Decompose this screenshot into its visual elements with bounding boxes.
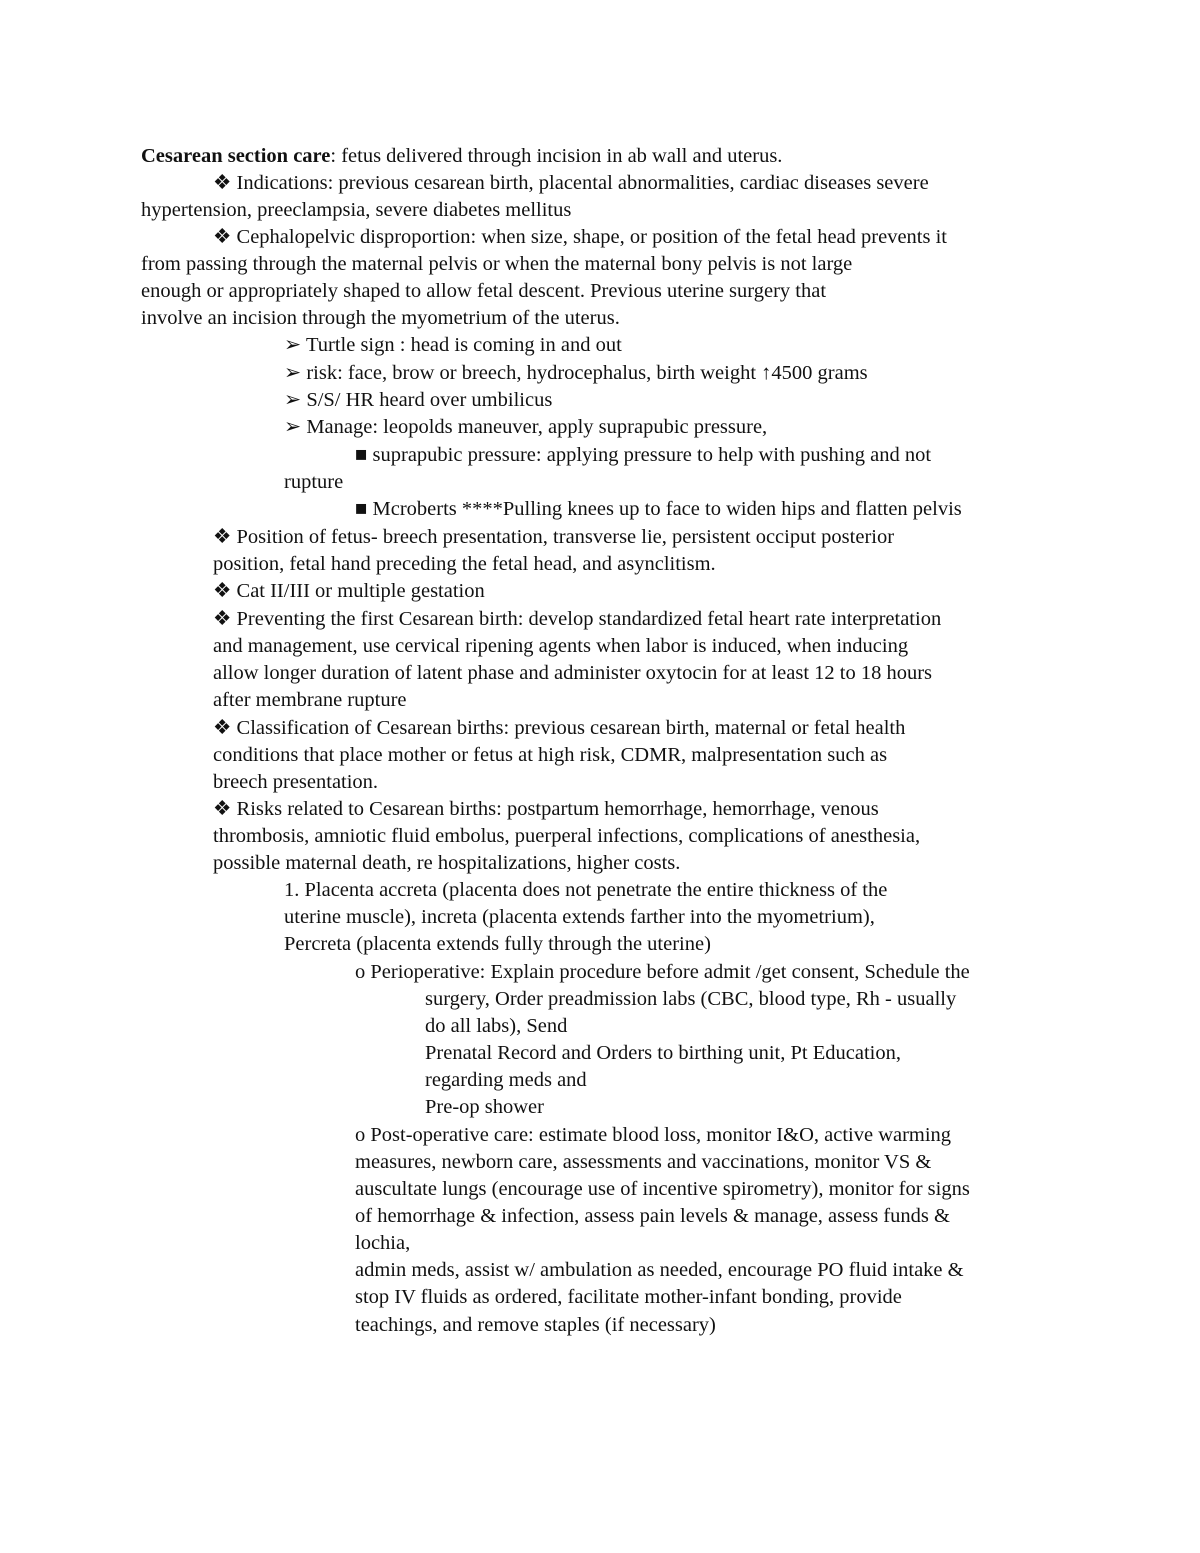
cat-line-1: Cat II/III or multiple gestation	[236, 580, 485, 602]
postoperative-line-4: of hemorrhage & infection, assess pain levels & manage, assess funds &	[355, 1205, 950, 1227]
square-bullet-icon: ■	[355, 444, 368, 466]
risks-item	[213, 796, 879, 822]
classification-item	[213, 715, 905, 741]
signs-symptoms-item	[284, 387, 552, 413]
placenta-line-1: 1. Placenta accreta (placenta does not penetrate the entire thickness of the	[284, 879, 888, 901]
risk-item	[284, 360, 868, 386]
suprapubic-item	[355, 442, 931, 468]
position-line-2: position, fetal hand preceding the fetal head, and asynclitism.	[213, 553, 716, 575]
title-definition: : fetus delivered through incision in ab wall and uterus.	[330, 145, 783, 167]
perioperative-line-5: regarding meds and	[425, 1069, 587, 1091]
perioperative-line-2: surgery, Order preadmission labs (CBC, blood type, Rh - usually	[425, 988, 957, 1010]
arrow-bullet-icon: ➢	[284, 416, 302, 438]
postoperative-line-1: o Post-operative care: estimate blood loss, monitor I&O, active warming	[355, 1124, 952, 1146]
risks-line-1: Risks related to Cesarean births: postpartum hemorrhage, hemorrhage, venous	[236, 798, 879, 820]
postoperative-line-2: measures, newborn care, assessments and vaccinations, monitor VS &	[355, 1151, 932, 1173]
manage-text: Manage: leopolds maneuver, apply suprapubic pressure,	[306, 416, 768, 438]
perioperative-line-3: do all labs), Send	[425, 1015, 568, 1037]
cpd-line-3: enough or appropriately shaped to allow fetal descent. Previous uterine surgery that	[141, 280, 827, 302]
suprapubic-line-2: rupture	[284, 471, 344, 493]
classification-line-2: conditions that place mother or fetus at high risk, CDMR, malpresentation such as	[213, 744, 888, 766]
cpd-line-2: from passing through the maternal pelvis or when the maternal bony pelvis is not large	[141, 253, 853, 275]
preventing-line-1: Preventing the first Cesarean birth: develop standardized fetal heart rate interpretation	[236, 608, 942, 630]
mcroberts-item	[355, 496, 962, 522]
preventing-item	[213, 606, 941, 632]
arrow-bullet-icon: ➢	[284, 334, 302, 356]
perioperative-line-6: Pre-op shower	[425, 1096, 544, 1118]
title-term: Cesarean section care	[141, 145, 331, 167]
perioperative-line-4: Prenatal Record and Orders to birthing unit, Pt Education,	[425, 1042, 901, 1064]
postoperative-line-5: lochia,	[355, 1232, 411, 1254]
mcroberts-text: Mcroberts ****Pulling knees up to face to widen hips and flatten pelvis	[372, 498, 962, 520]
diamond-bullet-icon: ❖	[213, 580, 232, 602]
diamond-bullet-icon: ❖	[213, 717, 232, 739]
position-line-1: Position of fetus- breech presentation, transverse lie, persistent occiput posterior	[236, 526, 895, 548]
document-title-line	[141, 143, 782, 169]
manage-item	[284, 414, 767, 440]
risks-line-3: possible maternal death, re hospitalizations, higher costs.	[213, 852, 681, 874]
turtle-sign-text: Turtle sign : head is coming in and out	[305, 334, 622, 356]
preventing-line-3: allow longer duration of latent phase and administer oxytocin for at least 12 to 18 hours	[213, 662, 933, 684]
cpd-line-4: involve an incision through the myometrium of the uterus.	[141, 307, 620, 329]
cat-item	[213, 578, 485, 604]
postoperative-line-7: stop IV fluids as ordered, facilitate mother-infant bonding, provide	[355, 1286, 902, 1308]
position-item	[213, 524, 894, 550]
signs-symptoms-text: S/S/ HR heard over umbilicus	[306, 389, 553, 411]
diamond-bullet-icon: ❖	[213, 526, 232, 548]
indications-item	[213, 170, 929, 196]
preventing-line-4: after membrane rupture	[213, 689, 407, 711]
classification-line-1: Classification of Cesarean births: previous cesarean birth, maternal or fetal health	[236, 717, 906, 739]
preventing-line-2: and management, use cervical ripening agents when labor is induced, when inducing	[213, 635, 909, 657]
postoperative-line-3: auscultate lungs (encourage use of incentive spirometry), monitor for signs	[355, 1178, 970, 1200]
diamond-bullet-icon: ❖	[213, 608, 232, 630]
placenta-line-2: uterine muscle), increta (placenta extends farther into the myometrium),	[284, 906, 875, 928]
perioperative-line-1: o Perioperative: Explain procedure before admit /get consent, Schedule the	[355, 961, 970, 983]
arrow-bullet-icon: ➢	[284, 389, 302, 411]
cpd-line-1: Cephalopelvic disproportion: when size, shape, or position of the fetal head prevents it	[236, 226, 947, 248]
postoperative-line-8: teachings, and remove staples (if necessary)	[355, 1314, 716, 1336]
classification-line-3: breech presentation.	[213, 771, 379, 793]
placenta-line-3: Percreta (placenta extends fully through the uterine)	[284, 933, 711, 955]
arrow-bullet-icon: ➢	[284, 362, 302, 384]
postoperative-line-6: admin meds, assist w/ ambulation as needed, encourage PO fluid intake &	[355, 1259, 964, 1281]
diamond-bullet-icon: ❖	[213, 172, 232, 194]
risks-line-2: thrombosis, amniotic fluid embolus, puerperal infections, complications of anesthesia,	[213, 825, 921, 847]
diamond-bullet-icon: ❖	[213, 798, 232, 820]
cpd-item	[213, 224, 947, 250]
turtle-sign-item	[284, 332, 622, 358]
suprapubic-line-1: suprapubic pressure: applying pressure to help with pushing and not	[372, 444, 932, 466]
square-bullet-icon: ■	[355, 498, 368, 520]
risk-text: risk: face, brow or breech, hydrocephalus, birth weight ↑4500 grams	[306, 362, 868, 384]
indications-line-1: Indications: previous cesarean birth, placental abnormalities, cardiac diseases severe	[236, 172, 929, 194]
indications-line-2: hypertension, preeclampsia, severe diabetes mellitus	[141, 199, 572, 221]
diamond-bullet-icon: ❖	[213, 226, 232, 248]
